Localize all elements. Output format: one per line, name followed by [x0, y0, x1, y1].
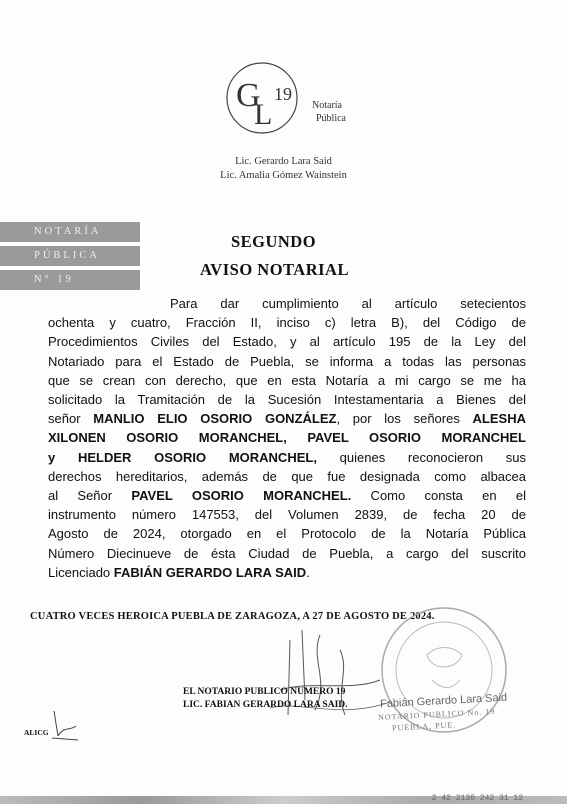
body-line: que se crean con derecho, que en esta Notaría a mi cargo se me ha	[48, 372, 526, 388]
seal-name: Fabián Gerardo Lara Said	[379, 691, 508, 711]
side-stamp-line-2: PÚBLICA	[0, 246, 140, 266]
title-line-1	[0, 232, 567, 252]
notary-name-1: Lic. Gerardo Lara Said	[235, 156, 332, 167]
footer-fragment: 2 42 2130 242 31 12	[431, 794, 523, 803]
body-line	[48, 563, 526, 582]
title-text-2: AVISO NOTARIAL	[200, 260, 349, 279]
initials-signature-icon	[44, 706, 84, 746]
place-date-line: CUATRO VECES HEROICA PUEBLA DE ZARAGOZA, A 27 DE AGOSTO DE 2024.	[30, 611, 435, 622]
notary-name: FABIÁN GERARDO LARA SAID	[113, 564, 307, 580]
logo-letter-g: G	[236, 77, 261, 114]
title-text-1: SEGUNDO	[230, 232, 317, 251]
body-line: Para dar cumplimiento al artículo setecientos	[170, 296, 526, 311]
logo-monogram-icon	[224, 60, 304, 140]
body-text: Licenciado	[48, 564, 114, 580]
executor-name: PAVEL OSORIO MORANCHEL.	[131, 488, 352, 504]
seal-subtitle: NOTARIO PUBLICO No. 19	[377, 706, 496, 723]
body-line	[48, 428, 526, 447]
author-initials: ALICG	[24, 728, 49, 737]
body-line	[48, 486, 526, 505]
body-line	[48, 448, 526, 467]
heir-names: XILONEN OSORIO MORANCHEL, PAVEL OSORIO MORANCHEL	[48, 430, 526, 446]
logo-letter-l: L	[254, 98, 273, 131]
body-line: Procedimientos Civiles del Estado, y al artículo 195 de la Ley del	[48, 334, 526, 350]
signature-name: LIC. FABIAN GERARDO LARA SAID.	[183, 700, 348, 710]
side-stamp-line-3: N° 19	[0, 270, 140, 290]
notice-body	[48, 294, 526, 582]
body-text: Como consta en el	[351, 488, 526, 504]
body-line: derechos hereditarios, además de que fue designada como albacea	[48, 468, 526, 484]
body-line: instrumento número 147553, del Volumen 2839, de fecha 20 de	[48, 507, 526, 523]
signature-title: EL NOTARIO PUBLICO NUMERO 19	[183, 687, 346, 697]
body-line: solicitado la Tramitación de la Sucesión Intestamentaria a Bienes del	[48, 392, 526, 408]
logo-caption-line-2: Pública	[316, 113, 346, 124]
body-line: Número Diecinueve de ésta Ciudad de Puebla, a cargo del suscrito	[48, 545, 526, 561]
body-text: quienes reconocieron sus	[316, 449, 527, 465]
heir-name: ALESHA	[472, 411, 526, 427]
body-line: Notariado para el Estado de Puebla, se informa a todas las personas	[48, 353, 526, 369]
heir-name: y HELDER OSORIO MORANCHEL,	[48, 449, 317, 465]
logo-caption-line-1: Notaría	[312, 100, 342, 111]
body-text: , por los señores	[336, 411, 473, 427]
signature-block	[183, 686, 348, 712]
notary-name-2: Lic. Amalia Gómez Wainstein	[220, 170, 347, 181]
body-line: Agosto de 2024, otorgado en el Protocolo de la Notaría Pública	[48, 526, 526, 542]
body-text: señor	[48, 411, 94, 427]
logo-number: 19	[274, 84, 292, 104]
body-line	[48, 409, 526, 428]
notary-logo	[224, 60, 304, 140]
body-text: .	[306, 564, 310, 580]
logo-caption	[312, 99, 346, 125]
notary-names	[0, 155, 567, 183]
body-line: ochenta y cuatro, Fracción II, inciso c) letra B), del Código de	[48, 315, 526, 331]
seal-location: PUEBLA, PUE.	[391, 720, 457, 733]
body-text: al Señor	[48, 488, 132, 504]
side-stamp-line-1: NOTARÍA	[0, 222, 140, 242]
title-line-2	[0, 260, 567, 280]
decedent-name: MANLIO ELIO OSORIO GONZÁLEZ	[93, 411, 337, 427]
